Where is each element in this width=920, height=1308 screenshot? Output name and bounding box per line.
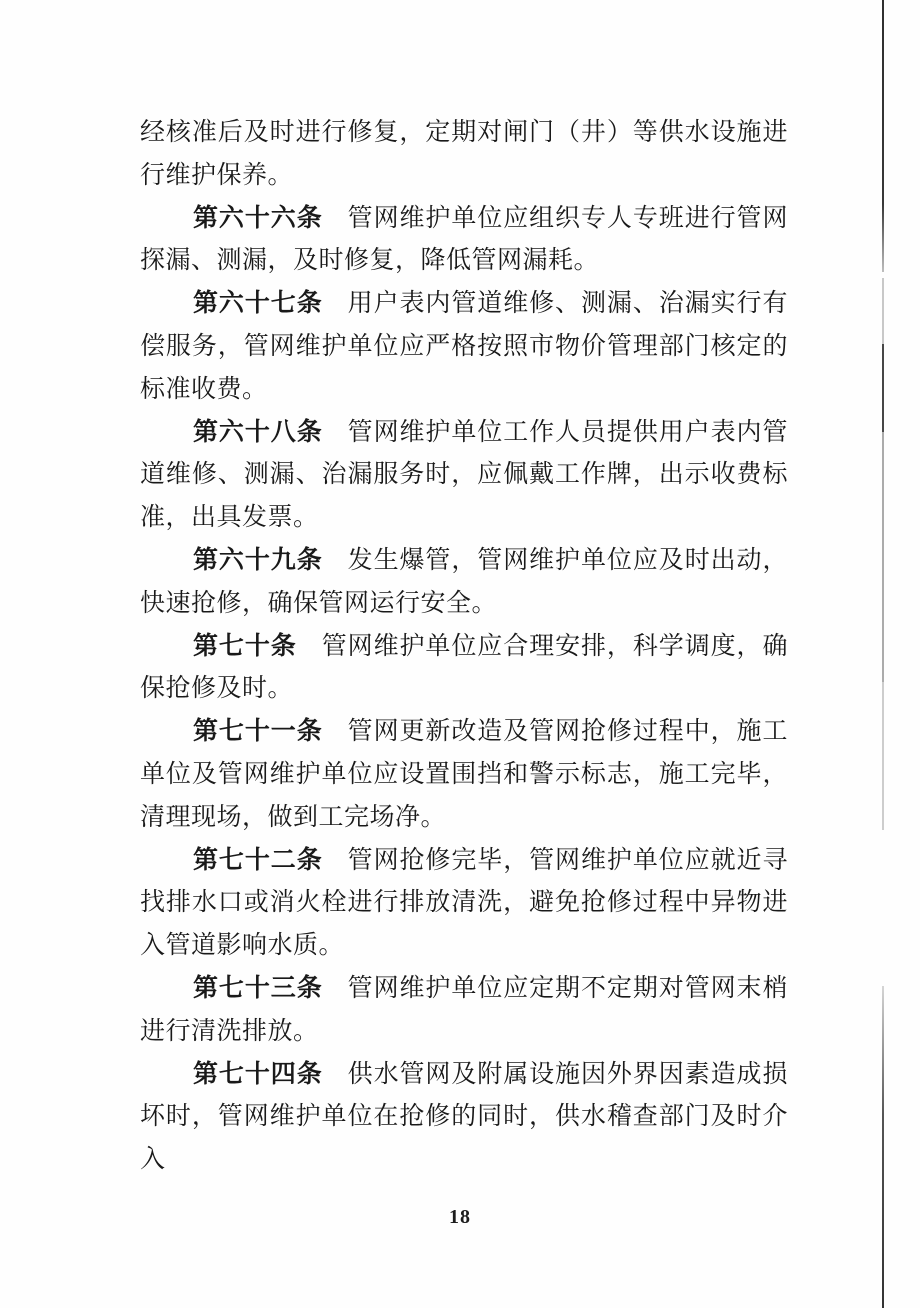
article-74-text: 供水管网及附属设施因外界因素造成损坏时，管网维护单位在抢修的同时，供水稽查部门及时介入 [140, 1060, 788, 1174]
article-66 [140, 198, 788, 284]
article-70 [140, 626, 788, 712]
article-73 [140, 968, 788, 1054]
article-66-text: 管网维护单位应组织专人专班进行管网探漏、测漏，及时修复，降低管网漏耗。 [140, 204, 788, 275]
article-66-number: 第六十六条 [193, 204, 323, 232]
article-74-number: 第七十四条 [193, 1060, 323, 1088]
article-69 [140, 540, 788, 626]
article-68-number: 第六十八条 [193, 418, 323, 446]
article-69-number: 第六十九条 [193, 546, 323, 574]
scan-artifact-line [882, 278, 884, 344]
article-71-text: 管网更新改造及管网抢修过程中，施工单位及管网维护单位应设置围挡和警示标志，施工完毕，清理现场，做到工完场净。 [140, 718, 788, 831]
article-72-text: 管网抢修完毕，管网维护单位应就近寻找排水口或消火栓进行排放清洗，避免抢修过程中异物进入管道影响水质。 [140, 846, 788, 960]
article-70-number: 第七十条 [193, 632, 297, 660]
article-67-text: 用户表内管道维修、测漏、治漏实行有偿服务，管网维护单位应严格按照市物价管理部门核定的标准收费。 [140, 290, 788, 403]
article-68 [140, 412, 788, 540]
article-67-number: 第六十七条 [193, 290, 323, 318]
scan-artifact-line [882, 344, 884, 432]
paragraph-continuation [140, 112, 788, 198]
paragraph-text: 经核准后及时进行修复，定期对闸门（井）等供水设施进行维护保养。 [140, 119, 788, 189]
scan-artifact-line [882, 986, 884, 1308]
article-73-number: 第七十三条 [193, 974, 323, 1002]
article-73-text: 管网维护单位应定期不定期对管网末梢进行清洗排放。 [140, 974, 788, 1045]
scan-artifact-line [882, 0, 884, 272]
article-69-text: 发生爆管，管网维护单位应及时出动，快速抢修，确保管网运行安全。 [140, 546, 788, 617]
article-74 [140, 1054, 788, 1182]
article-68-text: 管网维护单位工作人员提供用户表内管道维修、测漏、治漏服务时，应佩戴工作牌，出示收费标准，出具发票。 [140, 418, 788, 532]
article-72-number: 第七十二条 [193, 846, 323, 874]
article-72 [140, 840, 788, 968]
article-71 [140, 711, 788, 839]
page-number: 18 [449, 1206, 471, 1228]
scan-artifact-line [882, 432, 884, 682]
article-71-number: 第七十一条 [193, 718, 323, 746]
text-block [140, 112, 788, 1182]
article-70-text: 管网维护单位应合理安排，科学调度，确保抢修及时。 [140, 632, 788, 703]
scan-artifact-line [882, 682, 884, 830]
article-67 [140, 283, 788, 411]
